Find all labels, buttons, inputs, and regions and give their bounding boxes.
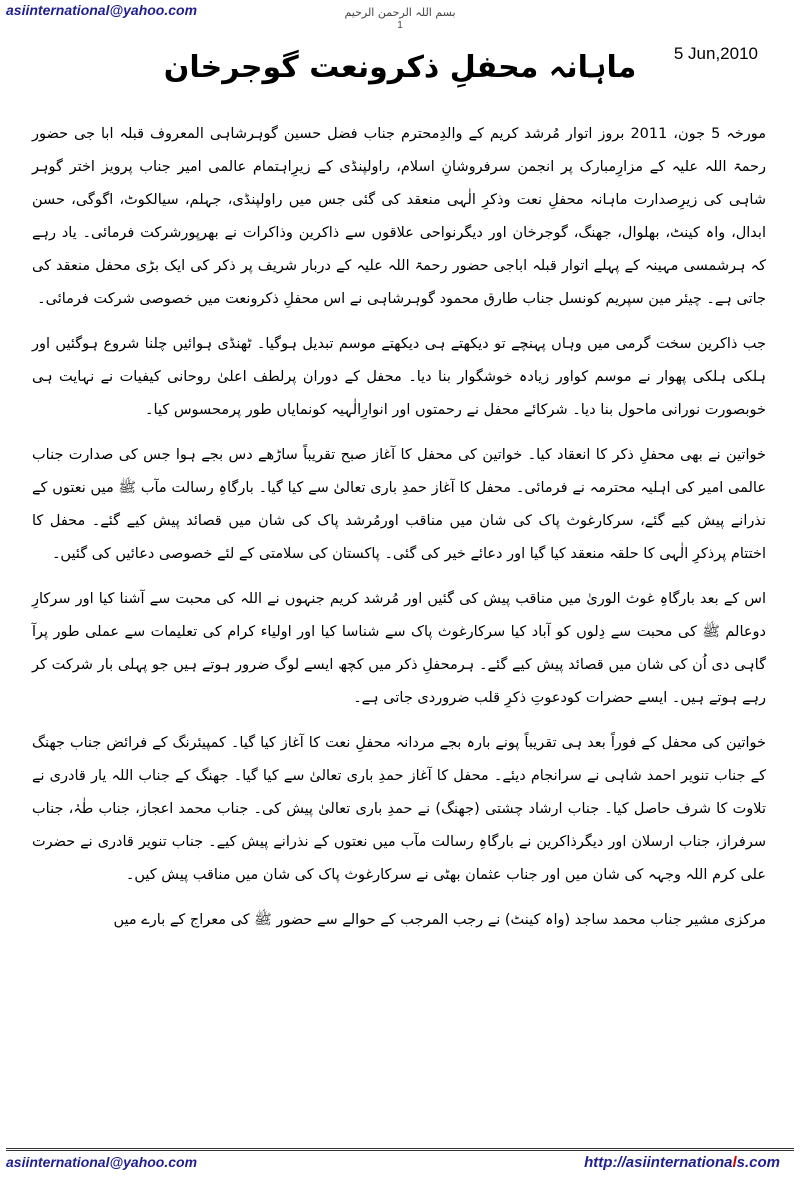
paragraph: اس کے بعد بارگاہِ غوث الوریٰ میں مناقب پیش کی گئیں اور مُرشد کریم جنہوں نے اللہ کی محبت سے آشنا کیا اور سرکارِ دوعالم ﷺ کی محبت سے دِلوں کو آباد کیا سرکارغوث پاک سے شناسا کیا اور اولیاء کرام کی تعلیمات سے عملی طور پرآ گاہی دی اُن کی شان میں قصائد پیش کیے گئے۔ ہرمحفلِ ذکر میں کچھ ایسے لوگ ضرور ہوتے ہیں جو پہلی بار شرکت کر رہے ہوتے ہیں۔ ایسے حضرات کودعوتِ ذکرِ قلب ضروردی جاتی ہے۔	[32, 591, 766, 706]
header-email: asiinternational@yahoo.com	[6, 2, 198, 18]
footer-url-prefix: http://asiinternationa	[584, 1154, 733, 1171]
article-date: 5 Jun,2010	[673, 44, 758, 63]
paragraph: جب ذاکرین سخت گرمی میں وہاں پہنچے تو دیکھتے ہی دیکھتے موسم تبدیل ہوگیا۔ ٹھنڈی ہوائیں چلنا شروع ہوگئیں اور ہلکی ہلکی پھوار نے موسم کواور زیادہ خوشگوار بنا دیا۔ محفل کے دوران پرلطف اعلیٰ روحانی کیفیات نے نہایت ہی خوبصورت نورانی ماحول بنا دیا۔ شرکائے محفل نے رحمتوں اور انوارِالٰہیہ کونمایاں طور پرمحسوس کیا۔	[32, 336, 766, 418]
bismillah-calligraphy: بسم اللہ الرحمن الرحیم	[344, 6, 456, 19]
paragraph: خواتین کی محفل کے فوراً بعد ہی تقریباً پونے بارہ بجے مردانہ محفلِ نعت کا آغاز کیا گیا۔ کمپیئرنگ کے فرائض جناب جھنگ کے جناب تنویر احمد شاہی نے سرانجام دیئے۔ محفل کا آغاز حمدِ باری تعالیٰ سے کیا گیا۔ جھنگ کے جناب اللہ یار قادری نے تلاوت کا شرف حاصل کیا۔ جناب ارشاد چشتی (جھنگ) نے حمدِ باری تعالیٰ پیش کی۔ جناب محمد اعجاز، جناب طٰہٰ، جناب سرفراز، جناب ارسلان اور دیگرذاکرین نے بارگاہِ رسالت مآب میں نعتوں کے نذرانے پیش کیے۔ جناب تنویر قادری نے حضرت علی کرم اللہ وجہہ کی شان میں اور جناب عثمان بھٹی نے سرکارغوث پاک کی شان میں مناقب پیش کیں۔	[32, 735, 766, 883]
paragraph: خواتین نے بھی محفلِ ذکر کا انعقاد کیا۔ خواتین کی محفل کا آغاز صبح تقریباً ساڑھے دس بجے ہوا جس کی صدارت جناب عالمی امیر کی اہلیہ محترمہ نے فرمائی۔ محفل کا آغاز حمدِ باری تعالیٰ سے کیا گیا۔ بارگاہِ رسالت مآب ﷺ میں نعتوں کے نذرانے پیش کیے گئے، سرکارغوث پاک کی شان میں مناقب اورمُرشد پاک کی شان میں قصائد پیش کیے گئے۔ محفل کا اختتام پرذکرِ الٰہی کا حلقہ منعقد کیا گیا اور دعائے خیر کی گئی۔ پاکستان کی سلامتی کے لئے خصوصی دعائیں کی گئیں۔	[32, 447, 766, 562]
page-number: 1	[397, 20, 403, 31]
footer-email-link[interactable]: asiinternational@yahoo.com	[6, 1154, 198, 1170]
article-body	[32, 118, 766, 937]
footer-divider	[6, 1148, 794, 1151]
article-title: ماہانہ محفلِ ذکرونعت گوجرخان	[163, 50, 637, 85]
paragraph: مرکزی مشیر جناب محمد ساجد (واہ کینٹ) نے رجب المرجب کے حوالے سے حضور ﷺ کی معراج کے بارے میں	[113, 912, 766, 928]
footer-url-suffix: s.com	[736, 1154, 780, 1171]
footer-website-link[interactable]	[584, 1154, 780, 1171]
paragraph: مورخہ 5 جون، 2011 بروز اتوار مُرشد کریم کے والدِمحترم جناب فضل حسین گوہرشاہی المعروف قبلہ ابا جی حضور رحمۃ اللہ علیہ کے مزارِمبارک پر انجمن سرفروشانِ اسلام، راولپنڈی کے زیرِاہتمام عالمی امیر جناب پرویز اختر گوہر شاہی کی زیرِصدارت ماہانہ محفلِ نعت وذکرِ الٰہی منعقد کی گئی جس میں راولپنڈی، جہلم، سیالکوٹ، اگوگی، حسن ابدال، واہ کینٹ، بھلوال، جھنگ، گوجرخان اور دیگرنواحی علاقوں سے ذاکرین وذاکرات نے بھرپورشرکت فرمائی۔ یاد رہے کہ ہرشمسی مہینہ کے پہلے اتوار قبلہ اباجی حضور رحمۃ اللہ علیہ کے دربار شریف پر ذکر کی ایک بڑی محفل منعقد کی جاتی ہے۔ چیئر مین سپریم کونسل جناب طارق محمود گوہرشاہی نے اس محفلِ ذکرونعت میں خصوصی شرکت فرمائی۔	[32, 126, 766, 307]
footer-url-accent: l	[732, 1154, 737, 1171]
